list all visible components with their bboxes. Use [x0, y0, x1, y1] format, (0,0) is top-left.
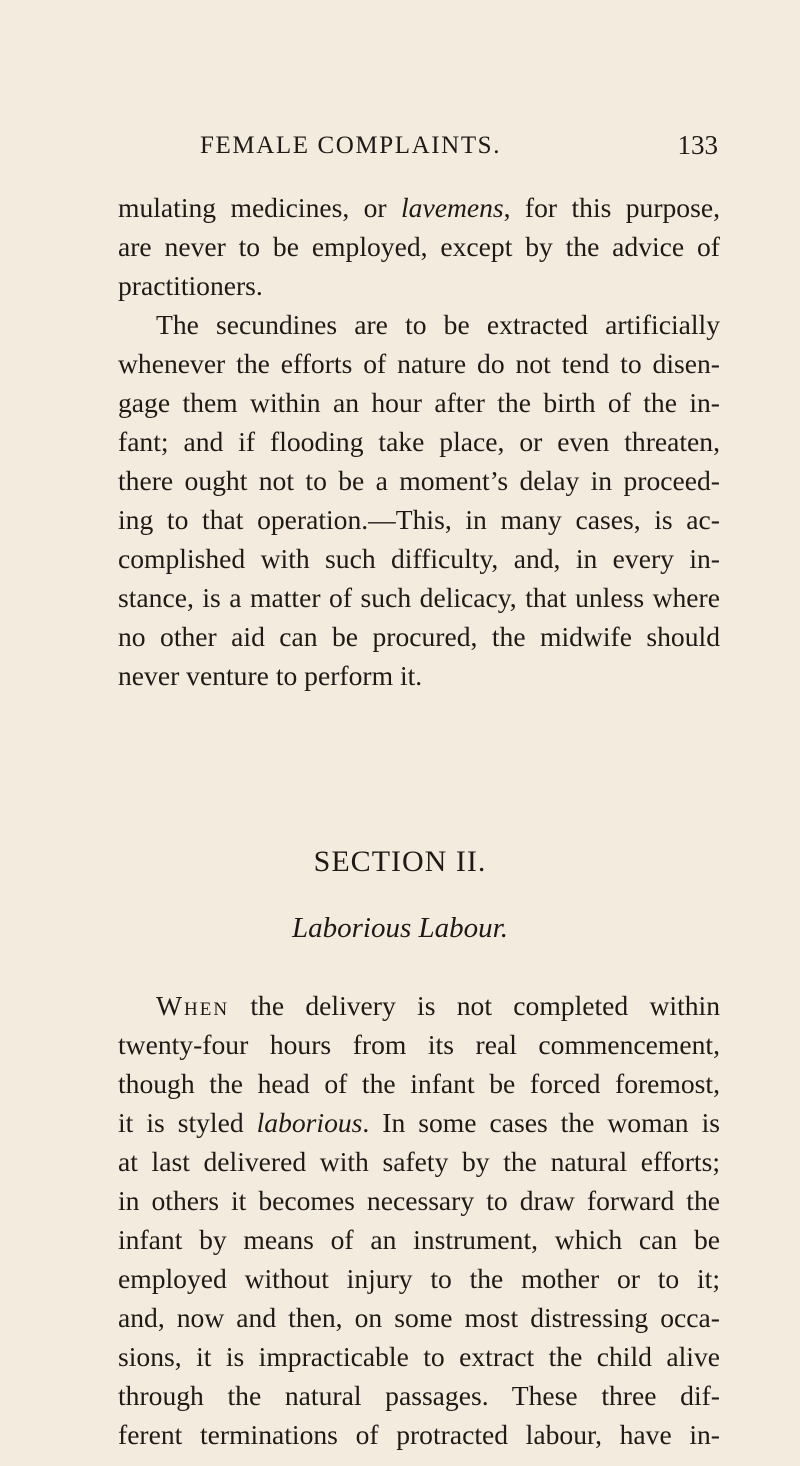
text-line: never venture to perform it. [118, 660, 423, 691]
text-run: . In some cases the woman is [362, 1107, 720, 1138]
text-line [118, 188, 720, 227]
text-line: gage them within an hour after the birth of the in- [118, 387, 720, 418]
italic-term: laborious [256, 1107, 363, 1138]
text-run: mulating medicines, or [118, 192, 401, 223]
text-line: fant; and if flooding take place, or even threaten, [118, 426, 720, 457]
text-line: and, now and then, on some most distressing occa- [118, 1302, 720, 1333]
italic-term: lavemens [400, 192, 504, 223]
text-line: stance, is a matter of such delicacy, that unless where [118, 582, 720, 613]
text-line: in others it becomes necessary to draw forward the [118, 1185, 720, 1216]
text-line: are never to be employed, except by the advice of [118, 231, 720, 262]
opening-word: When [156, 990, 230, 1021]
text-line: sions, it is impracticable to extract the child alive [118, 1341, 720, 1372]
text-line: there ought not to be a moment’s delay in proceed- [118, 465, 720, 496]
text-line [118, 1103, 720, 1142]
text-line: no other aid can be procured, the midwife should [118, 621, 720, 652]
text-line: through the natural passages. These three dif- [118, 1380, 720, 1411]
text-line: employed without injury to the mother or to it; [118, 1263, 720, 1294]
text-line: practitioners. [118, 270, 263, 301]
text-run: the delivery is not completed within [229, 990, 720, 1021]
text-line: complished with such difficulty, and, in every in- [118, 543, 720, 574]
text-block-upper [118, 188, 720, 695]
text-run: , for this purpose, [503, 192, 720, 223]
text-line: twenty-four hours from its real commencement, [118, 1029, 720, 1060]
section-title: SECTION II. [313, 845, 487, 878]
text-run: it is styled [118, 1107, 257, 1138]
running-title: FEMALE COMPLAINTS. [200, 132, 502, 159]
text-line [118, 986, 720, 1025]
section-subtitle: Laborious Labour. [292, 912, 508, 944]
text-line: at last delivered with safety by the natural efforts; [118, 1146, 720, 1177]
text-line: ing to that operation.—This, in many cases, is ac- [118, 504, 720, 535]
text-line: whenever the efforts of nature do not tend to disen- [118, 348, 720, 379]
text-line: infant by means of an instrument, which can be [118, 1224, 720, 1255]
text-line: ferent terminations of protracted labour, have in- [118, 1419, 720, 1450]
text-line: though the head of the infant be forced foremost, [118, 1068, 720, 1099]
text-block-lower [118, 986, 720, 1454]
text-line: The secundines are to be extracted artificially [156, 309, 720, 340]
running-head [200, 132, 720, 168]
page-number: 133 [677, 130, 718, 160]
